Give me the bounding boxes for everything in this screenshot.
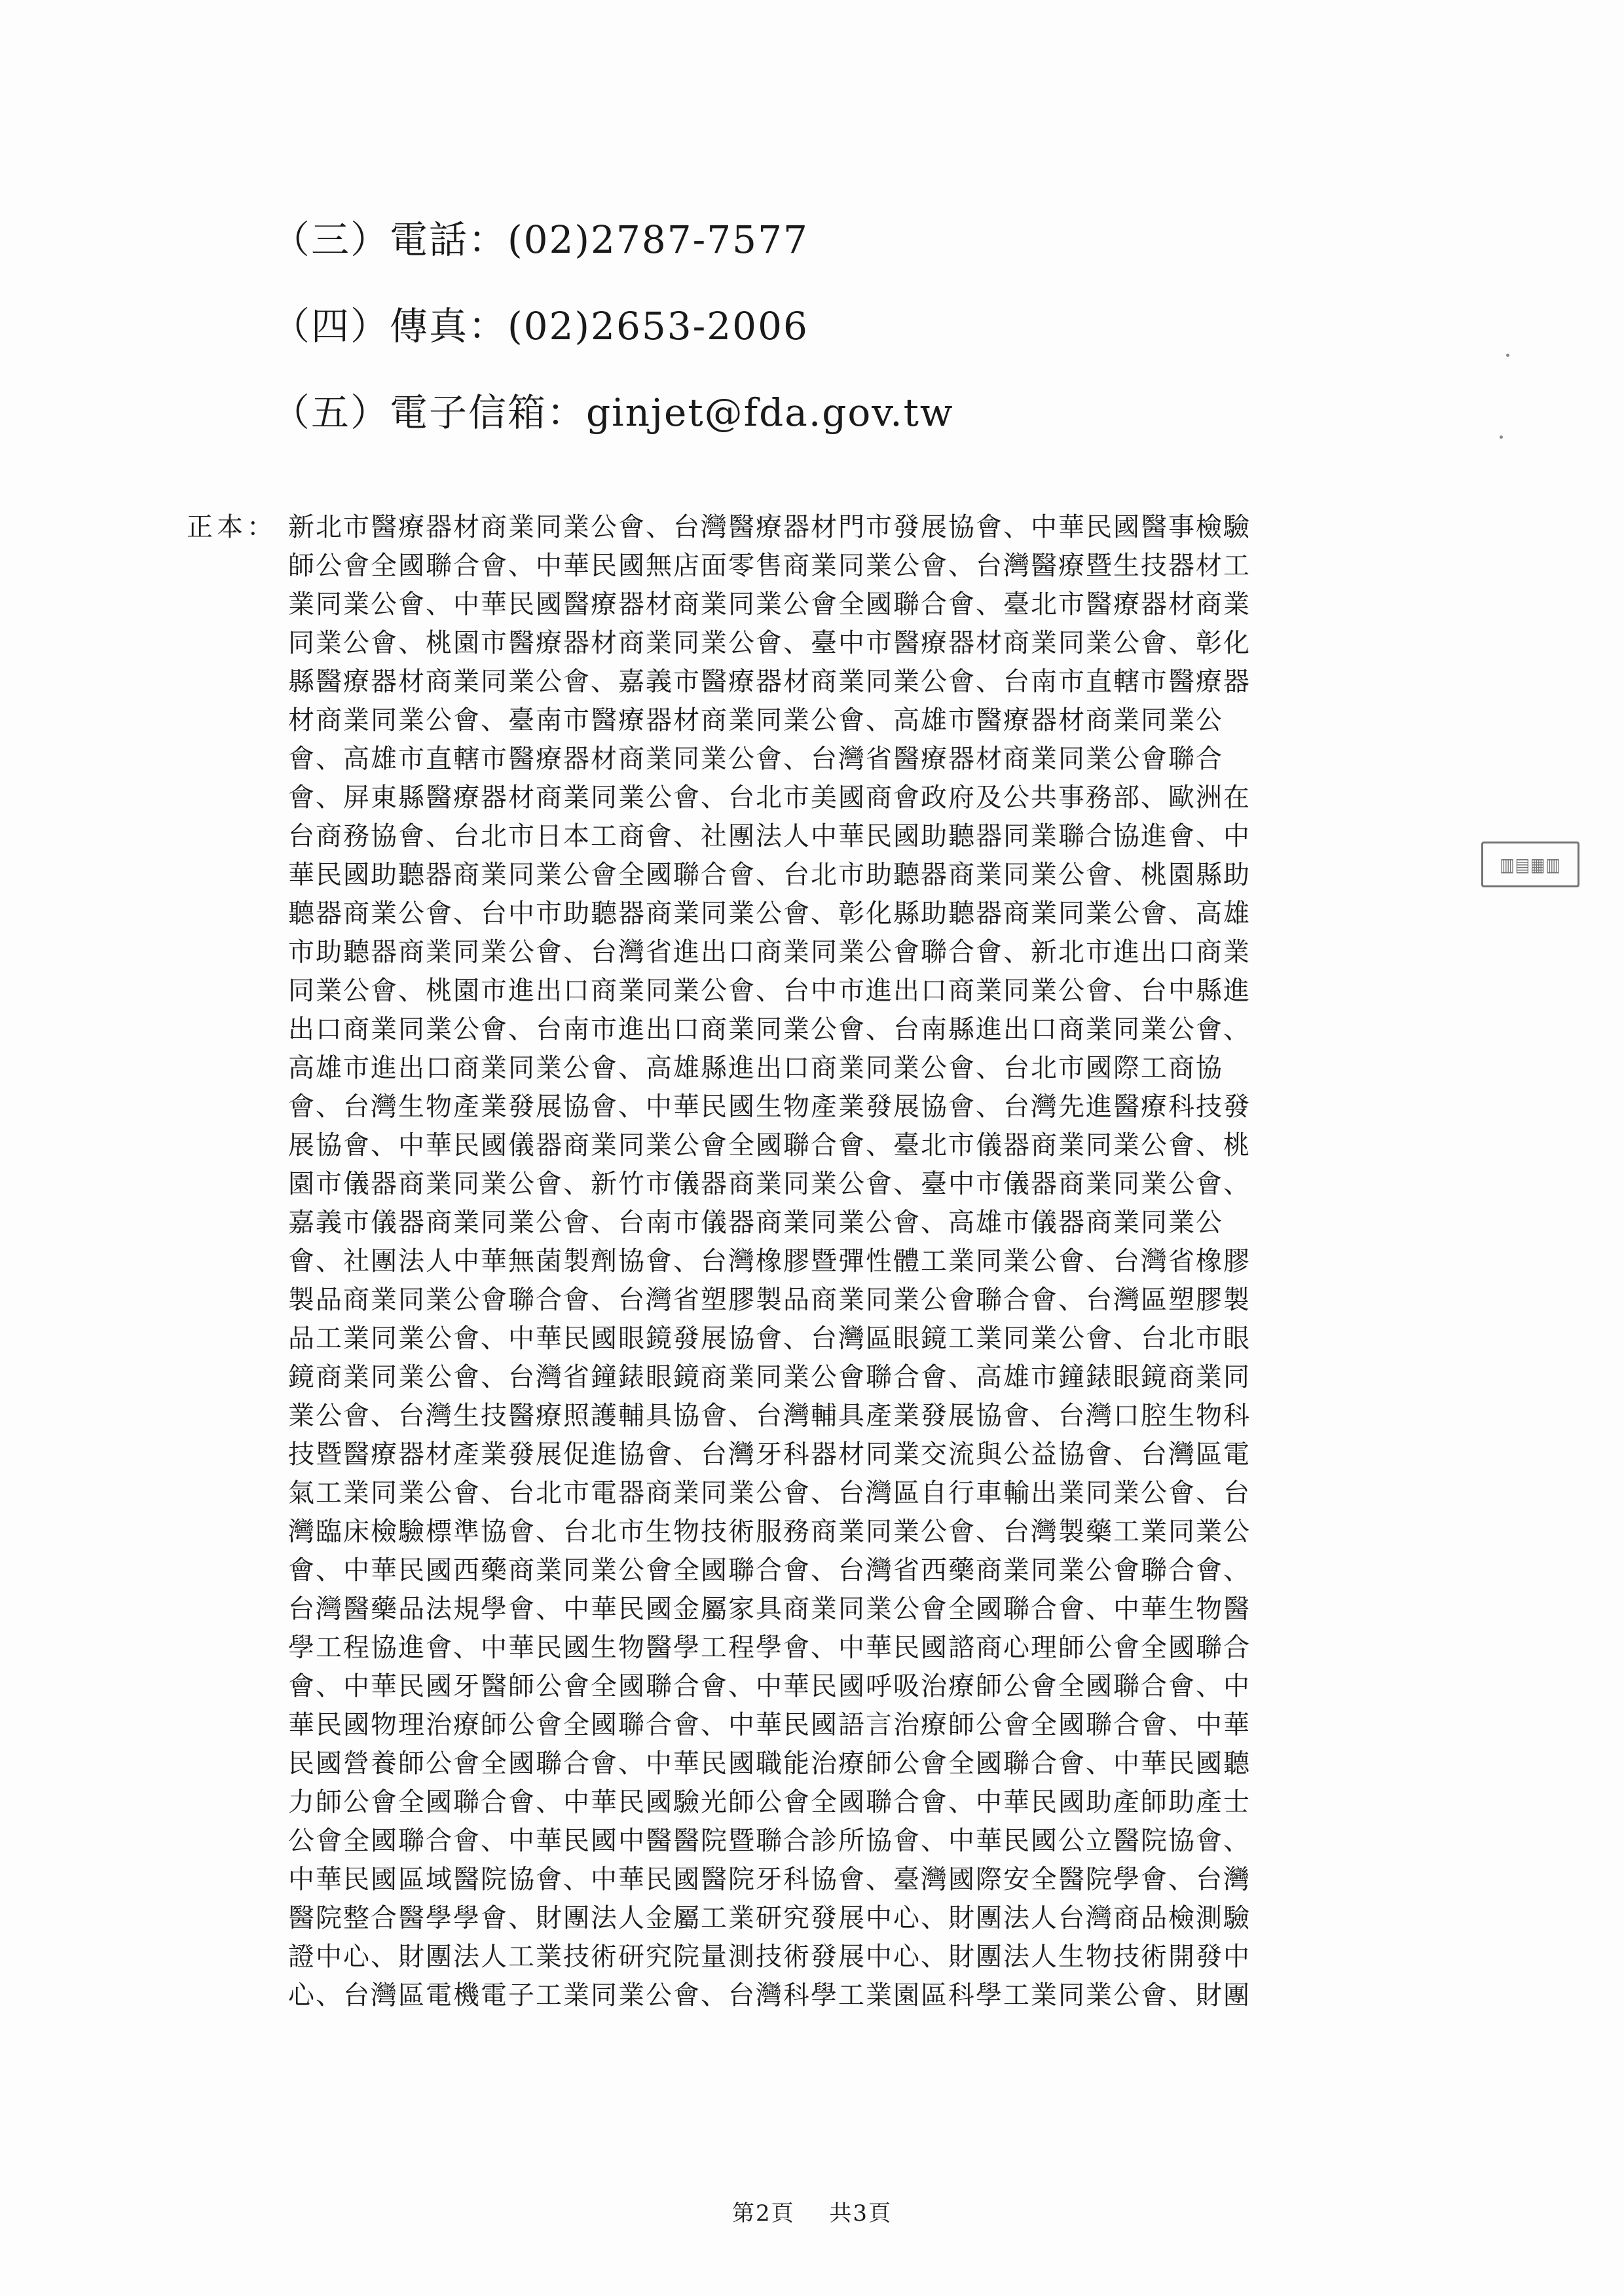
recipients-line: 業同業公會、中華民國醫療器材商業同業公會全國聯合會、臺北市醫療器材商業 <box>288 589 1251 620</box>
recipients-list <box>288 508 1441 2015</box>
recipients-line: 華民國助聽器商業同業公會全國聯合會、台北市助聽器商業同業公會、桃園縣助 <box>288 860 1251 890</box>
recipients-line: 園市儀器商業同業公會、新竹市儀器商業同業公會、臺中市儀器商業同業公會、 <box>288 1169 1251 1199</box>
page-number: 第2頁 <box>731 2200 795 2227</box>
recipients-line: 會、社團法人中華無菌製劑協會、台灣橡膠暨彈性體工業同業公會、台灣省橡膠 <box>288 1246 1251 1276</box>
recipients-line: 縣醫療器材商業同業公會、嘉義市醫療器材商業同業公會、台南市直轄市醫療器 <box>288 667 1251 697</box>
recipients-line: 會、中華民國西藥商業同業公會全國聯合會、台灣省西藥商業同業公會聯合會、 <box>288 1555 1251 1585</box>
recipients-line: 學工程協進會、中華民國生物醫學工程學會、中華民國諮商心理師公會全國聯合 <box>288 1633 1251 1663</box>
recipients-line: 台商務協會、台北市日本工商會、社團法人中華民國助聽器同業聯合協進會、中 <box>288 821 1251 851</box>
recipients-line: 會、台灣生物產業發展協會、中華民國生物產業發展協會、台灣先進醫療科技發 <box>288 1092 1251 1122</box>
recipients-line: 鏡商業同業公會、台灣省鐘錶眼鏡商業同業公會聯合會、高雄市鐘錶眼鏡商業同 <box>288 1362 1251 1392</box>
recipients-line: 高雄市進出口商業同業公會、高雄縣進出口商業同業公會、台北市國際工商協 <box>288 1053 1223 1083</box>
recipients-line: 會、屏東縣醫療器材商業同業公會、台北市美國商會政府及公共事務部、歐洲在 <box>288 783 1251 813</box>
recipients-line: 中華民國區域醫院協會、中華民國醫院牙科協會、臺灣國際安全醫院學會、台灣 <box>288 1864 1251 1895</box>
recipients-line: 品工業同業公會、中華民國眼鏡發展協會、台灣區眼鏡工業同業公會、台北市眼 <box>288 1324 1251 1354</box>
recipients-line: 氣工業同業公會、台北市電器商業同業公會、台灣區自行車輸出業同業公會、台 <box>288 1478 1251 1508</box>
recipients-line: 公會全國聯合會、中華民國中醫醫院暨聯合診所協會、中華民國公立醫院協會、 <box>288 1826 1251 1856</box>
recipients-line: 華民國物理治療師公會全國聯合會、中華民國語言治療師公會全國聯合會、中華 <box>288 1710 1251 1740</box>
seal-stamp <box>1481 842 1579 887</box>
recipients-line: 業公會、台灣生技醫療照護輔具協會、台灣輔具產業發展協會、台灣口腔生物科 <box>288 1401 1251 1431</box>
recipients-line: 市助聽器商業同業公會、台灣省進出口商業同業公會聯合會、新北市進出口商業 <box>288 937 1251 967</box>
recipients-line: 聽器商業公會、台中市助聽器商業同業公會、彰化縣助聽器商業同業公會、高雄 <box>288 898 1251 929</box>
recipients-line: 嘉義市儀器商業同業公會、台南市儀器商業同業公會、高雄市儀器商業同業公 <box>288 1208 1223 1238</box>
recipients-line: 會、中華民國牙醫師公會全國聯合會、中華民國呼吸治療師公會全國聯合會、中 <box>288 1671 1251 1701</box>
recipients-line: 力師公會全國聯合會、中華民國驗光師公會全國聯合會、中華民國助產師助產士 <box>288 1787 1251 1817</box>
fax-line: （四）傳真：(02)2653-2006 <box>272 304 809 348</box>
page-total: 共3頁 <box>829 2200 893 2227</box>
recipients-line: 灣臨床檢驗標準協會、台北市生物技術服務商業同業公會、台灣製藥工業同業公 <box>288 1517 1251 1547</box>
seal-stamp-text: ▥▤▦▥ <box>1500 853 1561 876</box>
scan-speck <box>1506 354 1509 357</box>
phone-line: （三）電話：(02)2787-7577 <box>272 217 809 262</box>
recipients-line: 技暨醫療器材產業發展促進協會、台灣牙科器材同業交流與公益協會、台灣區電 <box>288 1439 1251 1470</box>
scan-speck <box>1500 435 1503 439</box>
recipients-line: 新北市醫療器材商業同業公會、台灣醫療器材門市發展協會、中華民國醫事檢驗 <box>288 512 1251 542</box>
recipients-line: 同業公會、桃園市進出口商業同業公會、台中市進出口商業同業公會、台中縣進 <box>288 976 1251 1006</box>
recipients-label: 正本： <box>187 512 277 542</box>
contact-info <box>272 196 1450 456</box>
recipients-line: 民國營養師公會全國聯合會、中華民國職能治療師公會全國聯合會、中華民國聽 <box>288 1749 1251 1779</box>
recipients-line: 證中心、財團法人工業技術研究院量測技術發展中心、財團法人生物技術開發中 <box>288 1942 1251 1972</box>
recipients-line: 師公會全國聯合會、中華民國無店面零售商業同業公會、台灣醫療暨生技器材工 <box>288 551 1251 581</box>
recipients-line: 台灣醫藥品法規學會、中華民國金屬家具商業同業公會全國聯合會、中華生物醫 <box>288 1594 1251 1624</box>
recipients-line: 會、高雄市直轄市醫療器材商業同業公會、台灣省醫療器材商業同業公會聯合 <box>288 744 1223 774</box>
recipients-line: 展協會、中華民國儀器商業同業公會全國聯合會、臺北市儀器商業同業公會、桃 <box>288 1130 1251 1160</box>
page-footer <box>0 2195 1624 2227</box>
recipients-line: 同業公會、桃園市醫療器材商業同業公會、臺中市醫療器材商業同業公會、彰化 <box>288 628 1251 658</box>
email-line: （五）電子信箱：ginjet@fda.gov.tw <box>272 390 954 435</box>
recipients-line: 製品商業同業公會聯合會、台灣省塑膠製品商業同業公會聯合會、台灣區塑膠製 <box>288 1285 1251 1315</box>
recipients-line: 材商業同業公會、臺南市醫療器材商業同業公會、高雄市醫療器材商業同業公 <box>288 705 1223 735</box>
recipients-line: 醫院整合醫學學會、財團法人金屬工業研究發展中心、財團法人台灣商品檢測驗 <box>288 1903 1251 1933</box>
recipients-line: 心、台灣區電機電子工業同業公會、台灣科學工業園區科學工業同業公會、財團 <box>288 1980 1251 2010</box>
recipients-line: 出口商業同業公會、台南市進出口商業同業公會、台南縣進出口商業同業公會、 <box>288 1014 1251 1045</box>
